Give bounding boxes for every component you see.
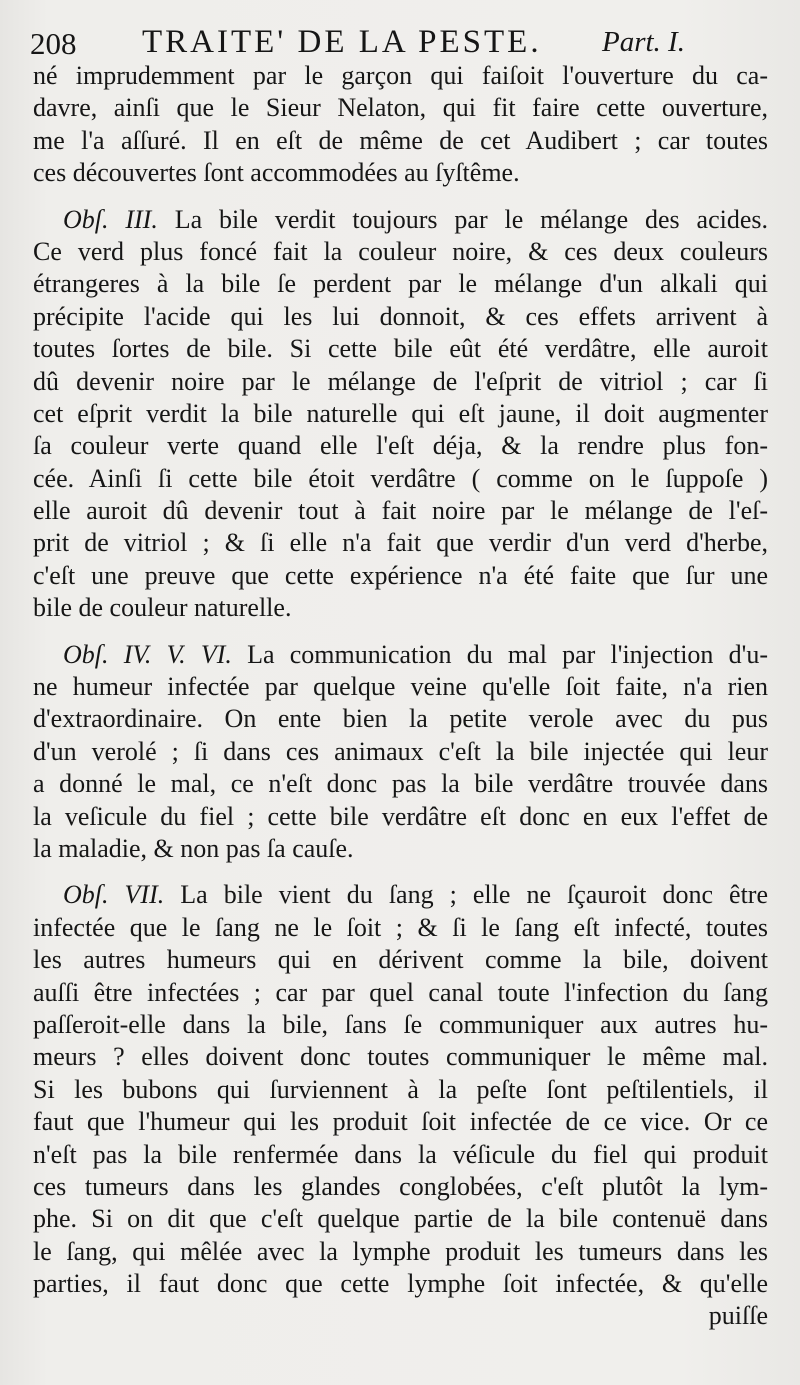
text-line: a donné le mal, ce n'eſt donc pas la bile verdâtre trouvée dans	[33, 769, 768, 799]
paragraph-obs-7	[33, 879, 768, 1300]
text-line: infectée que le ſang ne le ſoit ; & ſi le ſang eſt infecté, toutes	[33, 912, 768, 942]
text-line: auſſi être infectées ; car par quel canal toute l'infection du ſang	[33, 977, 768, 1007]
text-line: étrangeres à la bile ſe perdent par le mélange d'un alkali qui	[33, 269, 768, 299]
page-number: 208	[30, 26, 77, 61]
text-line: dû devenir noire par le mélange de l'eſprit de vitriol ; car ſi	[33, 366, 768, 396]
observation-label: Obſ. III.	[63, 204, 158, 234]
text-line: d'un verolé ; ſi dans ces animaux c'eſt la bile injectée qui leur	[33, 736, 768, 766]
paragraph-continuation	[33, 60, 768, 190]
text-line: la veſicule du fiel ; cette bile verdâtre eſt donc en eux l'effet de	[33, 801, 768, 831]
paragraph-gap	[33, 190, 768, 204]
text-line: davre, ainſi que le Sieur Nelaton, qui fit faire cette ouverture,	[33, 93, 768, 123]
running-title: TRAITE' DE LA PESTE.	[142, 24, 542, 60]
text-line: paſſeroit-elle dans la bile, ſans ſe communiquer aux autres hu-	[33, 1009, 768, 1039]
text-line	[33, 879, 768, 911]
text-line	[33, 639, 768, 671]
text-line: prit de vitriol ; & ſi elle n'a fait que verdir d'un verd d'herbe,	[33, 528, 768, 558]
catchword: puiſſe	[708, 1301, 768, 1331]
text-line: meurs ? elles doivent donc toutes communiquer le même mal.	[33, 1042, 768, 1072]
observation-label: Obſ. VII.	[63, 880, 165, 910]
text-line: le ſang, qui mêlée avec la lymphe produit les tumeurs dans les	[33, 1236, 768, 1266]
text-line: ſa couleur verte quand elle l'eſt déja, & la rendre plus fon-	[33, 431, 768, 461]
text-line	[33, 204, 768, 236]
paragraph-gap	[33, 865, 768, 879]
text-line: bile de couleur naturelle.	[33, 593, 292, 623]
text-line: ces tumeurs dans les glandes conglobées, c'eſt plutôt la lym-	[33, 1171, 768, 1201]
text-line: ne humeur infectée par quelque veine qu'elle ſoit faite, n'a rien	[33, 672, 768, 702]
text-line: ces découvertes ſont accommodées au ſyſtême.	[33, 158, 520, 188]
text-line: n'eſt pas la bile renfermée dans la véſicule du fiel qui produit	[33, 1139, 768, 1169]
text-run: La bile verdit toujours par le mélange des acides.	[174, 204, 768, 234]
text-line: toutes ſortes de bile. Si cette bile eût été verdâtre, elle auroit	[33, 334, 768, 364]
text-line: les autres humeurs qui en dérivent comme la bile, doivent	[33, 945, 768, 975]
running-header	[30, 24, 770, 64]
text-line: parties, il faut donc que cette lymphe ſoit infectée, & qu'elle	[33, 1269, 768, 1299]
text-line: cet eſprit verdit la bile naturelle qui eſt jaune, il doit augmenter	[33, 398, 768, 428]
page-body	[33, 60, 768, 1333]
text-line: elle auroit dû devenir tout à fait noire par le mélange de l'eſ-	[33, 496, 768, 526]
text-line: phe. Si on dit que c'eſt quelque partie de la bile contenuë dans	[33, 1204, 768, 1234]
text-line: c'eſt une preuve que cette expérience n'a été faite que ſur une	[33, 560, 768, 590]
text-line: la maladie, & non pas ſa cauſe.	[33, 833, 354, 863]
text-line: faut que l'humeur qui les produit ſoit infectée de ce vice. Or ce	[33, 1107, 768, 1137]
text-line: Si les bubons qui ſurviennent à la peſte ſont peſtilentiels, il	[33, 1074, 768, 1104]
text-line: d'extraordinaire. On ente bien la petite verole avec du pus	[33, 704, 768, 734]
observation-label: Obſ. IV. V. VI.	[63, 639, 232, 669]
paragraph-gap	[33, 625, 768, 639]
part-label: Part. I.	[602, 26, 685, 58]
paragraph-obs-4-5-6	[33, 639, 768, 866]
paragraph-obs-3	[33, 204, 768, 625]
text-line: né imprudemment par le garçon qui faiſoit l'ouverture du ca-	[33, 61, 768, 90]
text-run: La communication du mal par l'injection d'u-	[247, 639, 768, 669]
text-line: précipite l'acide qui les lui donnoit, & ces effets arrivent à	[33, 301, 768, 331]
text-line: cée. Ainſi ſi cette bile étoit verdâtre ( comme on le ſuppoſe )	[33, 463, 768, 493]
text-run: La bile vient du ſang ; elle ne ſçauroit donc être	[180, 880, 768, 910]
text-line: Ce verd plus foncé fait la couleur noire, & ces deux couleurs	[33, 236, 768, 266]
text-line: me l'a aſſuré. Il en eſt de même de cet Audibert ; car toutes	[33, 125, 768, 155]
